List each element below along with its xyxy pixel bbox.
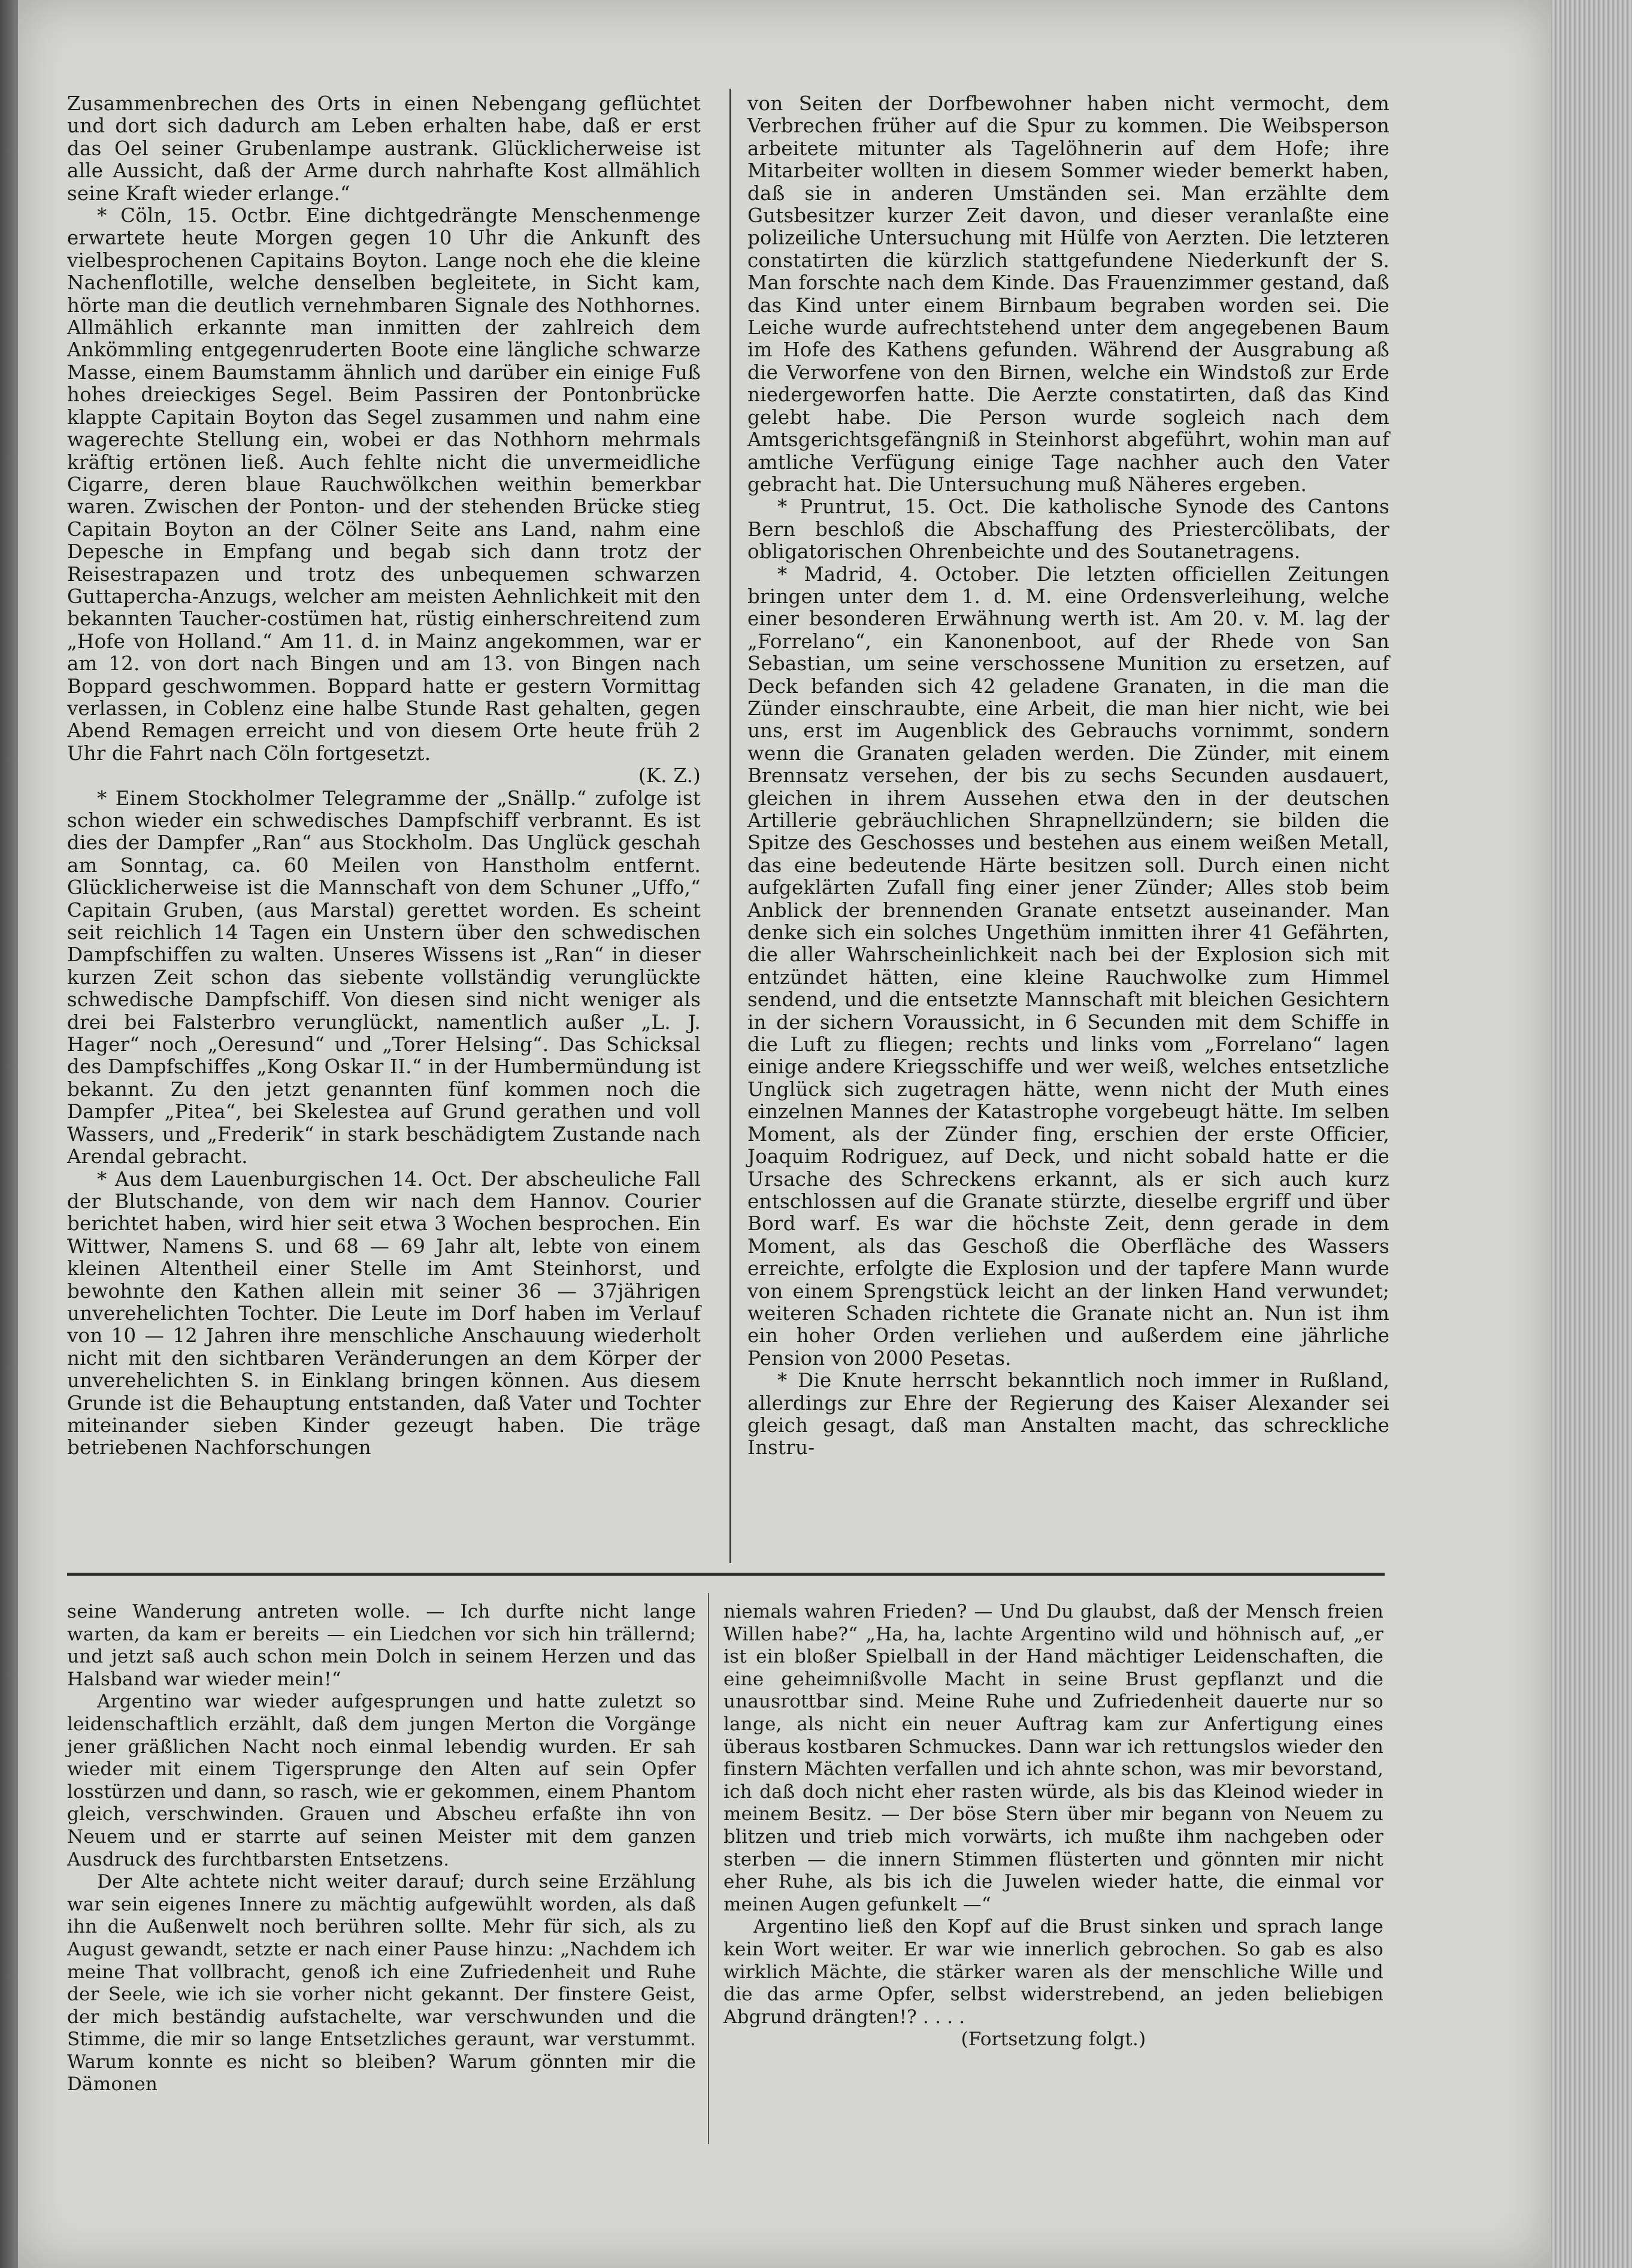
paragraph: Zusammenbrechen des Orts in einen Nebengang geflüchtet und dort sich dadurch am Leben erhalten habe, daß er erst das Oel seiner Grubenlampe austrank. Glücklicherweise ist alle Aussicht, daß der Arme durch nahrhafte Kost allmählich seine Kraft wieder erlange.“ bbox=[67, 92, 701, 205]
paragraph: Argentino war wieder aufgesprungen und hatte zuletzt so leidenschaftlich erzählt, daß dem jungen Merton die Vorgänge jener gräßlichen Nacht noch einmal lebendig wurden. Er sah wieder mit einem Tigersprunge den Alten auf sein Opfer losstürzen und dann, so rasch, wie er gekommen, einem Phantom gleich, verschwinden. Grauen und Abscheu erfaßte ihn von Neuem und er starrte auf seinen Meister mit dem ganzen Ausdruck des furchtbarsten Entsetzens. bbox=[67, 1691, 696, 1870]
column-divider bbox=[729, 89, 731, 1563]
feuilleton-separator-rule bbox=[67, 1573, 1385, 1576]
column-divider bbox=[708, 1593, 709, 2144]
column-top-right bbox=[747, 93, 1389, 1459]
paragraph: Der Alte achtete nicht weiter darauf; durch seine Erzählung war sein eigenes Innere zu mächtig aufgewühlt worden, als daß ihn die Außenwelt noch berühren sollte. Mehr für sich, als zu August gewandt, setzte er nach einer Pause hinzu: „Nachdem ich meine That vollbracht, genoß ich eine Zufriedenheit und Ruhe der Seele, wie ich sie vorher nicht gekannt. Der finstere Geist, der mich beständig aufstachelte, war verschwunden und die Stimme, die mir so lange Entsetzliches geraunt, war verstummt. Warum konnte es nicht so bleiben? Warum gönnten mir die Dämonen bbox=[67, 1871, 696, 2096]
paragraph: seine Wanderung antreten wolle. — Ich durfte nicht lange warten, da kam er bereits — ein Liedchen vor sich hin trällernd; und jetzt saß auch schon mein Dolch in seinem Herzen und das Halsband war wieder mein!“ bbox=[67, 1601, 696, 1690]
paragraph: * Cöln, 15. Octbr. Eine dichtgedrängte Menschenmenge erwartete heute Morgen gegen 10 Uhr die Ankunft des vielbesprochenen Capitains Boyton. Lange noch ehe die kleine Nachenflotille, welche denselben begleitete, in Sicht kam, hörte man die deutlich vernehmbaren Signale des Nothhornes. Allmählich erkannte man inmitten der zahlreich dem Ankömmling entgegenruderten Boote eine längliche schwarze Masse, einem Baumstamm ähnlich und darüber ein einige Fuß hohes dreieckiges Segel. Beim Passiren der Pontonbrücke klappte Capitain Boyton das Segel zusammen und nahm eine wagerechte Stellung ein, wobei er das Nothhorn mehrmals kräftig ertönen ließ. Auch fehlte nicht die unvermeidliche Cigarre, deren blaue Rauchwölkchen weithin bemerkbar waren. Zwischen der Ponton- und der stehenden Brücke stieg Capitain Boyton an der Cölner Seite ans Land, nahm eine Depesche in Empfang und begab sich dann trotz der Reisestrapazen und trotz des unbequemen schwarzen Guttapercha-Anzugs, welcher am meisten Aehnlichkeit mit den bekannten Taucher-costümen hat, rüstig einherschreitend zum „Hofe von Holland.“ Am 11. d. in Mainz angekommen, war er am 12. von dort nach Bingen und am 13. von Bingen nach Boppard geschwommen. Boppard hatte er gestern Vormittag verlassen, in Coblenz eine halbe Stunde Rast gehalten, gegen Abend Remagen erreicht und von diesem Orte heute früh 2 Uhr die Fahrt nach Cöln fortgesetzt. bbox=[67, 204, 701, 765]
paragraph: * Einem Stockholmer Telegramme der „Snällp.“ zufolge ist schon wieder ein schwedisches Dampfschiff verbrannt. Es ist dies der Dampfer „Ran“ aus Stockholm. Das Unglück geschah am Sonntag, ca. 60 Meilen von Hanstholm entfernt. Glücklicherweise ist die Mannschaft von dem Schuner „Uffo,“ Capitain Gruben, (aus Marstal) gerettet worden. Es scheint seit reichlich 14 Tagen ein Unstern über den schwedischen Dampfschiffen zu walten. Unseres Wissens ist „Ran“ in dieser kurzen Zeit schon das siebente vollständig verunglückte schwedische Dampfschiff. Von diesen sind nicht weniger als drei bei Falsterbro verunglückt, namentlich außer „L. J. Hager“ noch „Oeresund“ und „Torer Helsing“. Das Schicksal des Dampfschiffes „Kong Oskar II.“ in der Humbermündung ist bekannt. Zu den jetzt genannten fünf kommen noch die Dampfer „Pitea“, bei Skelestea auf Grund gerathen und voll Wassers, und „Frederik“ in stark beschädigtem Zustande nach Arendal gebracht. bbox=[67, 786, 701, 1168]
source-attribution: (K. Z.) bbox=[638, 764, 701, 788]
paragraph: * Aus dem Lauenburgischen 14. Oct. Der abscheuliche Fall der Blutschande, von dem wir nach dem Hannov. Courier berichtet haben, wird hier seit etwa 3 Wochen besprochen. Ein Wittwer, Namens S. und 68 — 69 Jahr alt, lebte von einem kleinen Altentheil einer Stelle im Amt Steinhorst, und bewohnte den Kathen allein mit seiner 36 — 37jährigen unverehelichten Tochter. Die Leute im Dorf haben im Verlauf von 10 — 12 Jahren ihre menschliche Anschauung wiederholt nicht mit den sichtbaren Veränderungen an dem Körper der unverehelichten S. in Einklang bringen können. Aus diesem Grunde ist die Behauptung entstanden, daß Vater und Tochter miteinander sieben Kinder gezeugt haben. Die träge betriebenen Nachforschungen bbox=[67, 1167, 701, 1459]
paragraph: * Die Knute herrscht bekanntlich noch immer in Rußland, allerdings zur Ehre der Regierung des Kaiser Alexander sei gleich gesagt, daß man Anstalten macht, das schreckliche Instru- bbox=[747, 1369, 1389, 1459]
newspaper-page bbox=[18, 0, 1551, 2268]
paragraph: * Pruntrut, 15. Oct. Die katholische Synode des Cantons Bern beschloß die Abschaffung des Priestercölibats, der obligatorischen Ohrenbeichte und des Soutanetragens. bbox=[747, 495, 1389, 564]
binding-shadow bbox=[0, 0, 18, 2268]
paragraph: niemals wahren Frieden? — Und Du glaubst, daß der Mensch freien Willen habe?“ „Ha, ha, lachte Argentino wild und höhnisch auf, „er ist ein bloßer Spielball in der Hand mächtiger Leidenschaften, die eine geheimnißvolle Macht in seine Brust gepflanzt und die unausrottbar sind. Meine Ruhe und Zufriedenheit dauerte nur so lange, als nicht ein neuer Auftrag kam zur Anfertigung eines überaus kostbaren Schmuckes. Dann war ich rettungslos wieder den finstern Mächten verfallen und ich ahnte schon, was mir bevorstand, ich daß doch nicht eher rasten würde, als bis das Kleinod wieder in meinem Besitz. — Der böse Stern über mir begann von Neuem zu blitzen und trieb mich vorwärts, ich mußte ihm nachgeben oder sterben — die innern Stimmen flüsterten und gönnten mir nicht eher Ruhe, als bis ich die Juwelen wieder hatte, die einmal vor meinen Augen gefunkelt —“ bbox=[723, 1601, 1383, 1915]
column-bottom-left bbox=[67, 1601, 696, 2096]
paragraph: von Seiten der Dorfbewohner haben nicht vermocht, dem Verbrechen früher auf die Spur zu kommen. Die Weibsperson arbeitete mitunter als Tagelöhnerin auf dem Hofe; ihre Mitarbeiter wollten in diesem Sommer wieder bemerkt haben, daß sie in anderen Umständen sei. Man erzählte dem Gutsbesitzer kurzer Zeit davon, und dieser veranlaßte eine polizeiliche Untersuchung mit Hülfe von Aerzten. Die letzteren constatirten die kürzlich stattgefundene Niederkunft der S. Man forschte nach dem Kinde. Das Frauenzimmer gestand, daß das Kind unter einem Birnbaum begraben worden sei. Die Leiche wurde aufrechtstehend unter dem angegebenen Baum im Hofe des Kathens gefunden. Während der Ausgrabung aß die Verworfene von den Birnen, welche ein Windstoß zur Erde niedergeworfen hatte. Die Aerzte constatirten, daß das Kind gelebt habe. Die Person wurde sogleich nach dem Amtsgerichtsgefängniß in Steinhorst abgeführt, wohin man auf amtliche Verfügung einige Tage nachher auch den Vater gebracht hat. Die Untersuchung muß Näheres ergeben. bbox=[747, 92, 1389, 496]
column-bottom-right bbox=[723, 1601, 1383, 2051]
column-top-left bbox=[67, 93, 701, 1459]
paragraph: * Madrid, 4. October. Die letzten officiellen Zeitungen bringen unter dem 1. d. M. eine Ordensverleihung, welche einer besonderen Erwähnung werth ist. Am 20. v. M. lag der „Forrelano“, ein Kanonenboot, auf der Rhede von San Sebastian, um seine verschossene Munition zu ersetzen, auf Deck befanden sich 42 geladene Granaten, in die man die Zünder einschraubte, eine Arbeit, die man hier nicht, wie bei uns, erst im Augenblick des Gebrauchs vornimmt, sondern wenn die Granaten geladen werden. Die Zünder, mit einem Brennsatz versehen, der bis zu sechs Secunden ausdauert, gleichen in ihrem Aussehen etwa den in der deutschen Artillerie gebräuchlichen Shrapnellzündern; sie bilden die Spitze des Geschosses und bestehen aus einem weißen Metall, das eine bedeutende Härte besitzen soll. Durch einen nicht aufgeklärten Zufall fing einer jener Zünder; Alles stob beim Anblick der brennenden Granate entsetzt auseinander. Man denke sich ein solches Ungethüm inmitten ihrer 41 Gefährten, die aller Wahrscheinlichkeit nach bei der Explosion sich mit entzündet hätten, eine kleine Rauchwolke zum Himmel sendend, und die entsetzte Mannschaft mit bleichen Gesichtern in der sichern Voraussicht, in 6 Secunden mit dem Schiffe in die Luft zu fliegen; rechts und links vom „Forrelano“ lagen einige andere Kriegsschiffe und wer weiß, welches entsetzliche Unglück sich zugetragen hätte, wenn nicht der Muth eines einzelnen Mannes der Katastrophe vorgebeugt hätte. Im selben Moment, als der Zünder fing, erschien der erste Officier, Joaquim Rodriguez, auf Deck, und nicht sobald hatte er die Ursache des Schreckens erkannt, als er sich auch kurz entschlossen auf die Granate stürzte, dieselbe ergriff und über Bord warf. Es war die höchste Zeit, denn gerade in dem Moment, als das Geschoß die Oberfläche des Wassers erreichte, erfolgte die Explosion und der tapfere Mann wurde von einem Sprengstück leicht an der linken Hand verwundet; weiteren Schaden richtete die Granate nicht an. Nun ist ihm ein hoher Orden verliehen und außerdem eine jährliche Pension von 2000 Pesetas. bbox=[747, 562, 1389, 1370]
continuation-note: (Fortsetzung folgt.) bbox=[961, 2028, 1146, 2051]
paragraph: Argentino ließ den Kopf auf die Brust sinken und sprach lange kein Wort weiter. Er war wie innerlich gebrochen. So gab es also wirklich Mächte, die stärker waren als der menschliche Wille und die das arme Opfer, selbst widerstrebend, an jeden beliebigen Abgrund drängten!? . . . . bbox=[723, 1916, 1383, 2028]
book-page-edges bbox=[1551, 0, 1632, 2268]
